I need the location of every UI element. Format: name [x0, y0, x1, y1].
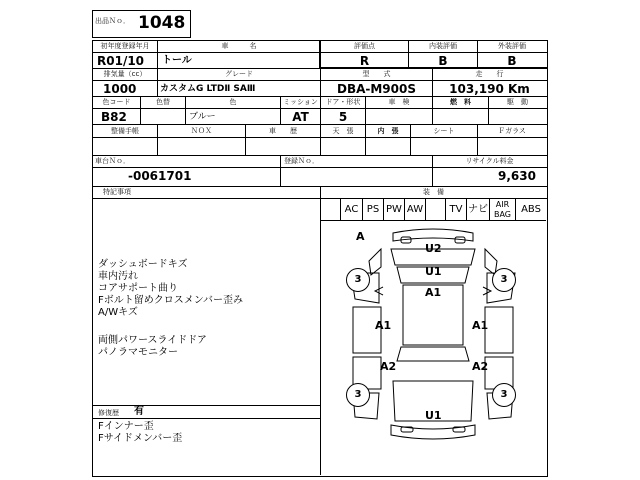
equip-abs: ABS: [521, 204, 541, 215]
hdr-fglass: Ｆガラス: [498, 127, 526, 135]
remark-item: コアサポート曲り: [98, 283, 178, 294]
hdr-inspection: 車 検: [388, 98, 410, 106]
repair-note: Fインナー歪: [98, 421, 154, 432]
remark-item: パノラマモニター: [98, 347, 178, 358]
chassis-value: -0061701: [128, 169, 192, 183]
hdr-history: 車 歴: [269, 127, 297, 135]
recycle-value: 9,630: [498, 169, 536, 183]
hdr-chassis: 車台Ｎｏ．: [95, 157, 130, 165]
damage-right-rear-door: A2: [472, 360, 489, 373]
hdr-inner: 内 張: [377, 127, 399, 135]
damage-front-bumper: A: [356, 230, 365, 243]
hdr-color: 色: [229, 98, 237, 106]
hdr-remarks: 特記事項: [103, 188, 131, 196]
damage-tailgate: U1: [425, 409, 442, 422]
model-code-value: DBA-M900S: [336, 82, 416, 96]
hdr-doors: ドア・形状: [325, 98, 361, 106]
remark-item: 両側パワースライドドア: [98, 335, 207, 346]
doors-value: 5: [338, 110, 348, 124]
repair-note: Fサイドメンバー歪: [98, 433, 183, 444]
damage-right-front-door: A1: [472, 319, 489, 332]
hdr-seat: シート: [433, 127, 455, 135]
hdr-model-code: 型 式: [362, 70, 391, 78]
first-reg-value: R01/10: [97, 54, 145, 68]
hdr-mileage: 走 行: [475, 70, 504, 78]
tire-front-left: 3: [346, 268, 370, 292]
equip-ps: PS: [366, 204, 380, 215]
hdr-recycle: リサイクル料金: [465, 157, 514, 165]
damage-roof-a: A1: [425, 286, 442, 299]
hdr-equipment: 装 備: [423, 188, 444, 196]
damage-hood: U2: [425, 242, 442, 255]
eval-value: R: [359, 54, 370, 68]
remark-item: ダッシュボードキズ: [98, 259, 188, 270]
hdr-model-name: 車 名: [221, 42, 257, 50]
hdr-shop: 天 張: [332, 127, 354, 135]
equip-pw: PW: [386, 204, 402, 215]
equip-tv: TV: [449, 204, 463, 215]
equip-aw: AW: [406, 204, 424, 215]
color-code-value: B82: [101, 110, 127, 124]
hdr-nox: ＮＯＸ: [191, 127, 212, 135]
equip-ac: AC: [344, 204, 359, 215]
hdr-repair: 修復歴: [98, 409, 119, 417]
hdr-transmission: ミッション: [283, 98, 318, 106]
hdr-drive: 駆 動: [507, 98, 528, 106]
model-name-value: トール: [162, 55, 192, 66]
exterior-value: B: [507, 54, 517, 68]
hdr-grade: グレード: [225, 70, 253, 78]
equip-airbag: AIR BAG: [493, 200, 512, 219]
displacement-value: 1000: [103, 82, 137, 96]
hdr-exterior: 外装評価: [498, 42, 526, 50]
hdr-manual: 整備手帳: [111, 127, 139, 135]
interior-value: B: [438, 54, 448, 68]
damage-left-rear-door: A2: [380, 360, 397, 373]
repair-value: 有: [134, 406, 144, 417]
equip-blank: [426, 200, 445, 220]
color-value: ブルー: [189, 112, 216, 122]
car-diagram: [321, 221, 546, 475]
tire-rear-left: 3: [346, 383, 370, 407]
hdr-interior: 内装評価: [429, 42, 457, 50]
remark-item: 車内汚れ: [98, 271, 138, 282]
damage-roof: U1: [425, 265, 442, 278]
remark-item: Fボルト留めクロスメンバー歪み: [98, 295, 244, 306]
hdr-color-change: 色替: [156, 98, 170, 106]
grade-value: カスタムG LTDⅡ SAⅢ: [160, 84, 256, 94]
mileage-value: 103,190 Km: [449, 82, 530, 96]
lot-number: 1048: [138, 13, 186, 33]
hdr-fuel: 燃 料: [450, 98, 471, 106]
equip-navi: ナビ: [468, 204, 488, 215]
hdr-eval: 評価点: [354, 42, 375, 50]
damage-left-front-door: A1: [375, 319, 392, 332]
lot-label: 出品Ｎｏ．: [95, 17, 130, 25]
remark-item: A/Wキズ: [98, 307, 138, 318]
tire-rear-right: 3: [492, 383, 516, 407]
transmission-value: AT: [292, 110, 309, 124]
hdr-displacement: 排気量（cc）: [103, 70, 147, 78]
tire-front-right: 3: [492, 268, 516, 292]
hdr-first-reg: 初年度登録年月: [100, 42, 150, 50]
hdr-regno: 登録Ｎｏ．: [284, 157, 319, 165]
hdr-color-code: 色コード: [102, 98, 131, 106]
